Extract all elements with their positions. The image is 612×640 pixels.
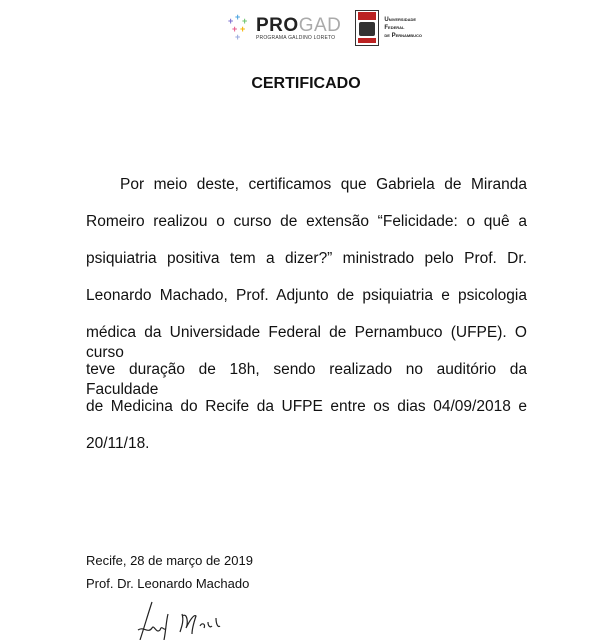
progad-main-light: GAD bbox=[298, 14, 342, 36]
ufpe-name-line: de Pernambuco bbox=[384, 33, 423, 39]
body-line: psiquiatria positiva tem a dizer?” ministrado pelo Prof. Dr. bbox=[86, 250, 527, 267]
body-line: de Medicina do Recife da UFPE entre os dias 04/09/2018 e bbox=[86, 398, 527, 415]
body-line: Romeiro realizou o curso de extensão “Felicidade: o quê a bbox=[86, 213, 527, 230]
body-line: médica da Universidade Federal de Pernambuco (UFPE). O curso bbox=[86, 324, 527, 361]
body-line: Leonardo Machado, Prof. Adjunto de psiquiatria e psicologia bbox=[86, 287, 527, 304]
ufpe-crest-icon bbox=[355, 10, 379, 46]
progad-dots-icon: + + + + + + bbox=[228, 12, 248, 42]
body-line: 20/11/18. bbox=[86, 435, 150, 452]
ufpe-name-line: Universidade bbox=[384, 17, 417, 23]
ufpe-name-line: Federal bbox=[384, 25, 405, 31]
ufpe-logo bbox=[355, 10, 422, 46]
body-line: Por meio deste, certificamos que Gabriela de Miranda bbox=[120, 176, 527, 193]
progad-subtitle: PROGRAMA GALDINO LORETO bbox=[256, 34, 336, 41]
signer-name: Prof. Dr. Leonardo Machado bbox=[86, 576, 250, 591]
body-line: teve duração de 18h, sendo realizado no auditório da Faculdade bbox=[86, 361, 527, 398]
progad-main-bold: PRO bbox=[256, 14, 299, 36]
progad-logo bbox=[228, 13, 341, 43]
certificate-title: CERTIFICADO bbox=[251, 75, 361, 92]
signature-icon bbox=[130, 600, 250, 640]
place-date: Recife, 28 de março de 2019 bbox=[86, 553, 253, 568]
certificate-body bbox=[86, 175, 527, 471]
header-logos bbox=[228, 10, 422, 46]
